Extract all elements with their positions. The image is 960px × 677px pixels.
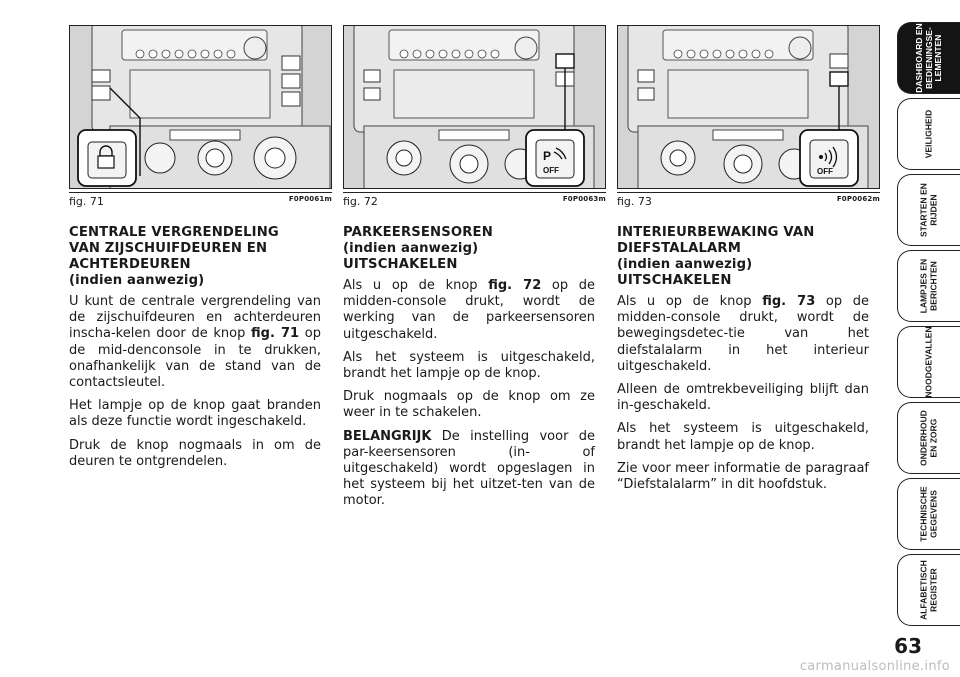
figure-72-caption-row	[343, 192, 606, 209]
parking-button-off-label: OFF	[543, 166, 559, 175]
figure-code: F0P0063m	[562, 195, 606, 203]
figure-73-image	[617, 25, 880, 189]
section-heading: INTERIEURBEWAKING VAN DIEFSTALALARM (indien aanwezig) UITSCHAKELEN	[617, 225, 815, 288]
paragraph: Als u op de knop fig. 73 op de midden-console drukt, wordt de bewegingsdetec-tie van het diefstalalarm in het interieur uitgeschakeld.	[617, 294, 870, 374]
tab-veiligheid[interactable]: VEILIGHEID	[897, 98, 960, 170]
paragraph: Druk nogmaals op de knop om ze weer in te schakelen.	[343, 389, 595, 421]
figure-73-caption-row	[617, 192, 880, 209]
parking-button-p-label: P	[543, 149, 552, 163]
figure-code: F0P0061m	[288, 195, 332, 203]
figure-caption: fig. 71	[69, 195, 104, 208]
figure-caption: fig. 72	[343, 195, 378, 208]
alarm-button-off-label: OFF	[817, 167, 833, 176]
paragraph: Als het systeem is uitgeschakeld, brandt het lampje op de knop.	[617, 421, 869, 453]
tab-starten-en-rijden[interactable]: STARTEN EN RIJDEN	[897, 174, 960, 246]
paragraph: Druk de knop nogmaals in om de deuren te ontgrendelen.	[69, 437, 321, 469]
watermark: carmanualsonline.info	[799, 659, 950, 674]
page-number: 63	[894, 634, 922, 658]
column-interior-alarm	[617, 225, 869, 500]
figure-reference: fig. 71	[251, 326, 300, 342]
tab-noodgevallen[interactable]: NOODGEVALLEN	[897, 326, 960, 398]
section-heading: CENTRALE VERGRENDELING VAN ZIJSCHUIFDEUREN EN ACHTERDEUREN (indien aanwezig)	[69, 225, 279, 288]
figure-caption: fig. 73	[617, 195, 652, 208]
figure-71-caption-row	[69, 192, 332, 209]
column-central-locking	[69, 225, 321, 477]
paragraph: Als u op de knop fig. 72 op de midden-console drukt, wordt de werking van de parkeersensoren uitgeschakeld.	[343, 278, 596, 342]
tab-dashboard[interactable]: DASHBOARD EN BEDIENINGSE- LEMENTEN	[897, 22, 960, 94]
tab-onderhoud-en-zorg[interactable]: ONDERHOUD EN ZORG	[897, 402, 960, 474]
figure-code: F0P0062m	[836, 195, 880, 203]
column-parking-sensors	[343, 225, 595, 517]
figure-72-image	[343, 25, 606, 189]
paragraph: Het lampje op de knop gaat branden als deze functie wordt ingeschakeld.	[69, 398, 321, 430]
paragraph: Zie voor meer informatie de paragraaf “Diefstalalarm” in dit hoofdstuk.	[617, 460, 869, 493]
tab-technische-gegevens[interactable]: TECHNISCHE GEGEVENS	[897, 478, 960, 550]
important-label: BELANGRIJK	[343, 428, 432, 444]
paragraph: BELANGRIJK De instelling voor de par-keersensoren (in- of uitgeschakeld) wordt opgeslagen in het systeem bij het uitzet-ten van de motor.	[343, 428, 595, 509]
paragraph: Als het systeem is uitgeschakeld, brandt het lampje op de knop.	[343, 349, 595, 382]
tab-alfabetisch-register[interactable]: ALFABETISCH REGISTER	[897, 554, 960, 626]
paragraph: U kunt de centrale vergrendeling van de zijschuifdeuren en achterdeuren inscha-kelen door de knop fig. 71 op de mid-denconsole in te drukken, onafhankelijk van de stand van de contactsleutel.	[69, 294, 321, 391]
tab-lampjes-en-berichten[interactable]: LAMPJES EN BERICHTEN	[897, 250, 960, 322]
section-heading: PARKEERSENSOREN (indien aanwezig) UITSCHAKELEN	[343, 225, 493, 272]
figure-71-image	[69, 25, 332, 189]
figure-reference: fig. 73	[762, 294, 816, 309]
figure-reference: fig. 72	[488, 278, 542, 293]
paragraph: Alleen de omtrekbeveiliging blijft dan in-geschakeld.	[617, 382, 869, 414]
